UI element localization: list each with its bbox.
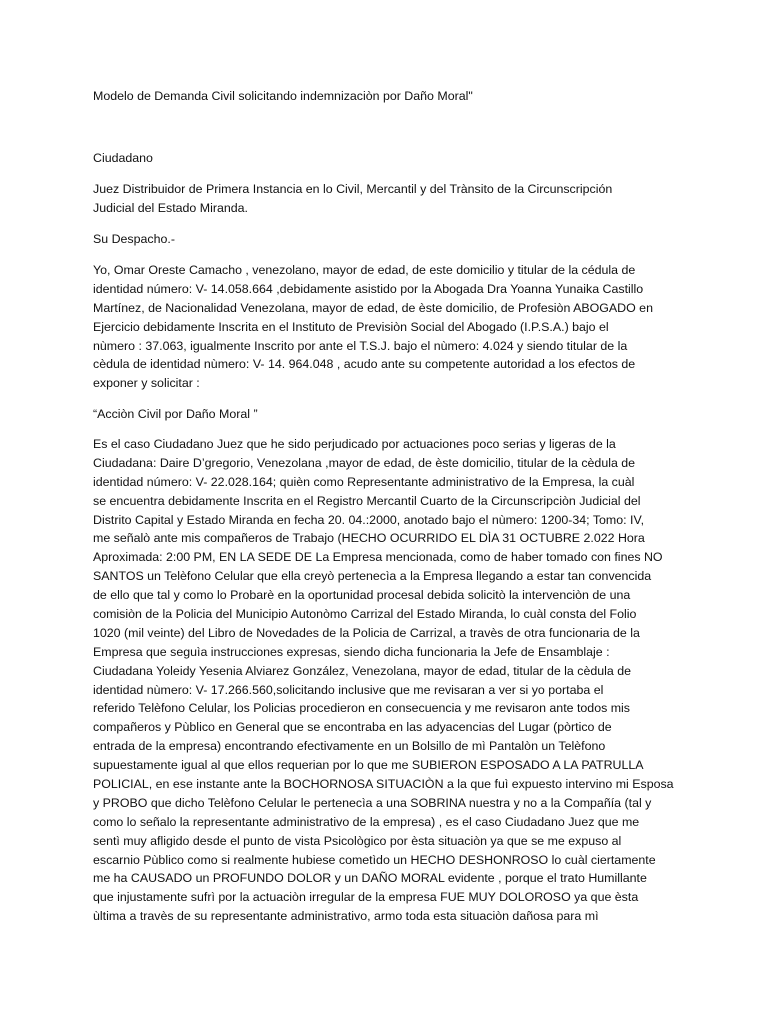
- text-line: escarnio Pùblico como si realmente hubiese cometìdo un HECHO DESHONROSO lo cuàl ciertamente: [93, 852, 656, 867]
- text-line: me ha CAUSADO un PROFUNDO DOLOR y un DAÑO MORAL evidente , porque el trato Humillante: [93, 871, 647, 886]
- text-line: Aproximada: 2:00 PM, EN LA SEDE DE La Empresa mencionada, como de haber tomado con fines NO: [93, 550, 663, 565]
- text-line: identidad nùmero: V- 17.266.560,solicitando inclusive que me revisaran a ver si yo portaba el: [93, 682, 604, 697]
- text-line: y PROBO que dicho Telèfono Celular le pertenecìa a una SOBRINA nuestra y no a la Compañía (tal y: [93, 795, 652, 810]
- text-line: cèdula de identidad nùmero: V- 14. 964.048 , acudo ante su competente autoridad a los efectos de: [93, 357, 636, 372]
- text-line: referido Telèfono Celular, los Policias procedieron en consecuencia y me revisaron ante todos mis: [93, 701, 630, 716]
- despacho-line: [93, 230, 683, 249]
- text-line: ùltima a travès de su representante administrativo, armo toda esta situaciòn dañosa para mì: [93, 909, 599, 924]
- judge-paragraph: [93, 180, 683, 218]
- text-line: Ciudadana Yoleidy Yesenia Alviarez González, Venezolana, mayor de edad, titular de la cèdula de: [93, 663, 631, 678]
- text-line: Ciudadana: Daire D’gregorio, Venezolana ,mayor de edad, de èste domicilio, titular de la cèdula de: [93, 455, 636, 470]
- text-line: comisiòn de la Policia del Municipio Autonòmo Carrizal del Estado Miranda, lo cuàl consta del Folio: [93, 607, 637, 622]
- text-line: de ello que tal y como lo Probarè en la oportunidad procesal debida solicitò la intervenciòn de una: [93, 588, 631, 603]
- text-line: Ejercicio debidamente Inscrita en el Instituto de Previsiòn Social del Abogado (I.P.S.A.) bajo el: [93, 319, 609, 334]
- text-line: identidad número: V- 14.058.664 ,debidamente asistido por la Abogada Dra Yoanna Yunaika Castillo: [93, 281, 644, 296]
- text-line: que injustamente sufrì por la actuaciòn irregular de la empresa FUE MUY DOLOROSO ya que èsta: [93, 890, 639, 905]
- text-line: nùmero : 37.063, igualmente Inscrito por ante el T.S.J. bajo el nùmero: 4.024 y siendo titular de la: [93, 338, 628, 353]
- body-paragraph: [93, 435, 683, 926]
- text-line: POLICIAL, en ese instante ante la BOCHORNOSA SITUACIÒN a la que fuì expuesto intervino mi Esposa: [93, 777, 674, 792]
- text-line: Yo, Omar Oreste Camacho , venezolano, mayor de edad, de este domicilio y titular de la cédula de: [93, 263, 636, 277]
- document-title: [93, 87, 683, 106]
- text-line: identidad número: V- 22.028.164; quièn como Representante administrativo de la Empresa, la cuàl: [93, 474, 635, 489]
- text-line: sentì muy afligido desde el punto de vista Psicològico por èsta situaciòn ya que se me expuso al: [93, 833, 622, 848]
- title-line: Modelo de Demanda Civil solicitando indemnizaciòn por Daño Moral": [93, 89, 473, 103]
- heading-text: “Acciòn Civil por Daño Moral ”: [93, 407, 258, 421]
- despacho-text: Su Despacho.-: [93, 232, 175, 246]
- text-line: Es el caso Ciudadano Juez que he sido perjudicado por actuaciones poco serias y ligeras de la: [93, 437, 616, 451]
- text-line: 1020 (mil veinte) del Libro de Novedades de la Policia de Carrizal, a travès de otra funcionaria de la: [93, 625, 640, 640]
- text-line: exponer y solicitar :: [93, 376, 200, 391]
- addressee-line: [93, 149, 683, 168]
- text-line: Juez Distribuidor de Primera Instancia en lo Civil, Mercantil y del Trànsito de la Circunscripción: [93, 182, 613, 196]
- text-line: Empresa que seguìa instrucciones expresas, siendo dicha funcionaria la Jefe de Ensamblaje :: [93, 644, 610, 659]
- addressee-text: Ciudadano: [93, 151, 153, 165]
- text-line: supuestamente igual al que ellos requerian por lo que me SUBIERON ESPOSADO A LA PATRULLA: [93, 758, 644, 773]
- text-line: SANTOS un Telèfono Celular que ella creyò pertenecìa a la Empresa llegando a estar tan convencida: [93, 569, 652, 584]
- text-line: Judicial del Estado Miranda.: [93, 200, 248, 215]
- section-heading: [93, 405, 683, 424]
- text-line: Distrito Capital y Estado Miranda en fecha 20. 04.:2000, anotado bajo el nùmero: 1200-34; Tomo: IV,: [93, 512, 645, 527]
- text-line: me señalò ante mis compañeros de Trabajo (HECHO OCURRIDO EL DÌA 31 OCTUBRE 2.022 Hora: [93, 531, 645, 546]
- text-line: como lo señalo la representante administrativo de la empresa) , es el caso Ciudadano Juez que me: [93, 814, 640, 829]
- text-line: se encuentra debidamente Inscrita en el Registro Mercantil Cuarto de la Circunscripciòn Judicial del: [93, 493, 641, 508]
- text-line: entrada de la empresa) encontrando efectivamente en un Bolsillo de mì Pantalòn un Telèfono: [93, 739, 606, 754]
- text-line: compañeros y Pùblico en General que se encontraba en las adyacencias del Lugar (pòrtico de: [93, 720, 612, 735]
- intro-paragraph: [93, 261, 683, 393]
- text-line: Martínez, de Nacionalidad Venezolana, mayor de edad, de èste domicilio, de Profesiòn ABOGADO en: [93, 300, 653, 315]
